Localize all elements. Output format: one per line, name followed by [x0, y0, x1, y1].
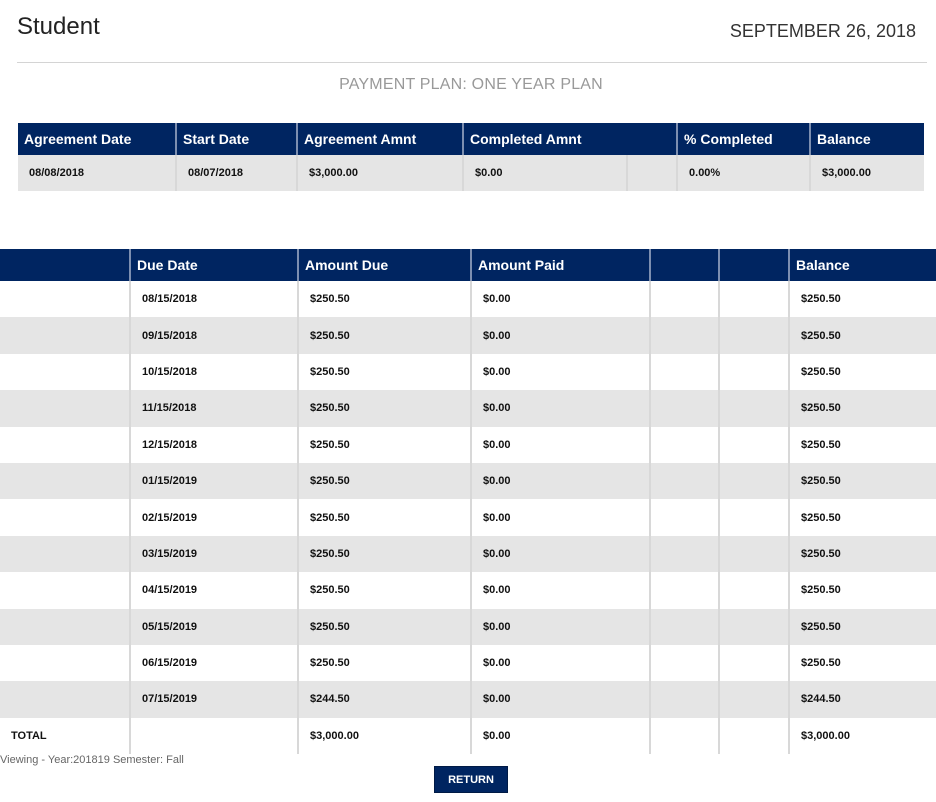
- amount-paid: $0.00: [471, 463, 650, 499]
- table-row: [0, 427, 936, 463]
- row-label: [0, 645, 130, 681]
- amount-paid: $0.00: [471, 317, 650, 353]
- col-empty-1: [650, 249, 719, 281]
- total-label: TOTAL: [0, 718, 130, 754]
- empty-cell: [650, 681, 719, 717]
- balance: $3,000.00: [810, 155, 924, 191]
- col-agreement-date: Agreement Date: [18, 123, 176, 155]
- agreement-summary-table: [18, 123, 924, 191]
- balance: $250.50: [789, 390, 936, 426]
- empty-cell: [650, 463, 719, 499]
- empty-cell: [719, 609, 789, 645]
- empty-cell: [719, 572, 789, 608]
- page-header: [17, 0, 927, 63]
- table-row: [0, 499, 936, 535]
- amount-paid: $0.00: [471, 609, 650, 645]
- empty-cell: [650, 499, 719, 535]
- schedule-header-row: [0, 249, 936, 281]
- balance: $250.50: [789, 427, 936, 463]
- row-label: [0, 609, 130, 645]
- due-date: 08/15/2018: [130, 281, 298, 317]
- payment-plan-title: PAYMENT PLAN: ONE YEAR PLAN: [339, 76, 603, 93]
- row-label: [0, 427, 130, 463]
- balance: $250.50: [789, 281, 936, 317]
- due-date: 09/15/2018: [130, 317, 298, 353]
- completed-amount: $0.00: [463, 155, 627, 191]
- due-date: 11/15/2018: [130, 390, 298, 426]
- col-balance: Balance: [789, 249, 936, 281]
- empty-cell: [719, 427, 789, 463]
- amount-paid: $0.00: [471, 281, 650, 317]
- row-label: [0, 536, 130, 572]
- total-amount-paid: $0.00: [471, 718, 650, 754]
- empty-cell: [719, 390, 789, 426]
- percent-completed: 0.00%: [677, 155, 810, 191]
- amount-due: $250.50: [298, 354, 471, 390]
- balance: $250.50: [789, 572, 936, 608]
- row-label: [0, 317, 130, 353]
- col-start-date: Start Date: [176, 123, 297, 155]
- empty-cell: [650, 645, 719, 681]
- due-date: 03/15/2019: [130, 536, 298, 572]
- row-label: [0, 390, 130, 426]
- empty-cell: [650, 536, 719, 572]
- total-balance: $3,000.00: [789, 718, 936, 754]
- amount-paid: $0.00: [471, 645, 650, 681]
- amount-due: $250.50: [298, 463, 471, 499]
- empty-cell: [719, 317, 789, 353]
- amount-paid: $0.00: [471, 354, 650, 390]
- amount-due: $250.50: [298, 536, 471, 572]
- current-date: SEPTEMBER 26, 2018: [729, 21, 916, 41]
- empty-cell: [719, 536, 789, 572]
- amount-due: $250.50: [298, 499, 471, 535]
- balance: $250.50: [789, 499, 936, 535]
- amount-paid: $0.00: [471, 499, 650, 535]
- row-label: [0, 354, 130, 390]
- empty-cell: [650, 390, 719, 426]
- empty-cell: [627, 155, 677, 191]
- balance: $250.50: [789, 317, 936, 353]
- balance: $250.50: [789, 645, 936, 681]
- amount-paid: $0.00: [471, 427, 650, 463]
- amount-due: $250.50: [298, 572, 471, 608]
- balance: $250.50: [789, 354, 936, 390]
- row-label: [0, 499, 130, 535]
- empty-cell: [650, 281, 719, 317]
- page-title: Student: [17, 13, 100, 40]
- row-label: [0, 572, 130, 608]
- empty-cell: [650, 317, 719, 353]
- total-empty-1: [650, 718, 719, 754]
- col-agreement-amnt: Agreement Amnt: [297, 123, 463, 155]
- empty-cell: [719, 499, 789, 535]
- row-label: [0, 681, 130, 717]
- empty-cell: [719, 681, 789, 717]
- total-amount-due: $3,000.00: [298, 718, 471, 754]
- amount-paid: $0.00: [471, 681, 650, 717]
- viewing-info: Viewing - Year:201819 Semester: Fall: [0, 754, 184, 766]
- balance: $244.50: [789, 681, 936, 717]
- amount-paid: $0.00: [471, 390, 650, 426]
- empty-cell: [719, 645, 789, 681]
- due-date: 07/15/2019: [130, 681, 298, 717]
- balance: $250.50: [789, 609, 936, 645]
- col-empty-2: [719, 249, 789, 281]
- start-date: 08/07/2018: [176, 155, 297, 191]
- col-amount-paid: Amount Paid: [471, 249, 650, 281]
- empty-cell: [719, 281, 789, 317]
- table-row: [0, 681, 936, 717]
- amount-due: $250.50: [298, 281, 471, 317]
- table-row: [0, 390, 936, 426]
- table-row: [0, 609, 936, 645]
- empty-cell: [719, 354, 789, 390]
- empty-cell: [719, 463, 789, 499]
- col-balance: Balance: [810, 123, 924, 155]
- row-label: [0, 463, 130, 499]
- amount-due: $250.50: [298, 427, 471, 463]
- due-date: 06/15/2019: [130, 645, 298, 681]
- amount-due: $250.50: [298, 317, 471, 353]
- empty-cell: [650, 572, 719, 608]
- total-row: [0, 718, 936, 754]
- empty-cell: [650, 609, 719, 645]
- table-row: [0, 317, 936, 353]
- balance: $250.50: [789, 463, 936, 499]
- return-button[interactable]: RETURN: [434, 766, 508, 793]
- total-due-date: [130, 718, 298, 754]
- agreement-date: 08/08/2018: [18, 155, 176, 191]
- due-date: 01/15/2019: [130, 463, 298, 499]
- col-label: [0, 249, 130, 281]
- summary-header-row: [18, 123, 924, 155]
- col-due-date: Due Date: [130, 249, 298, 281]
- total-empty-2: [719, 718, 789, 754]
- empty-cell: [650, 354, 719, 390]
- due-date: 05/15/2019: [130, 609, 298, 645]
- row-label: [0, 281, 130, 317]
- due-date: 12/15/2018: [130, 427, 298, 463]
- payment-schedule-table: [0, 249, 936, 754]
- amount-paid: $0.00: [471, 572, 650, 608]
- empty-cell: [650, 427, 719, 463]
- summary-row: [18, 155, 924, 191]
- col-amount-due: Amount Due: [298, 249, 471, 281]
- table-row: [0, 572, 936, 608]
- due-date: 02/15/2019: [130, 499, 298, 535]
- table-row: [0, 463, 936, 499]
- amount-paid: $0.00: [471, 536, 650, 572]
- amount-due: $250.50: [298, 609, 471, 645]
- due-date: 10/15/2018: [130, 354, 298, 390]
- table-row: [0, 645, 936, 681]
- due-date: 04/15/2019: [130, 572, 298, 608]
- amount-due: $244.50: [298, 681, 471, 717]
- balance: $250.50: [789, 536, 936, 572]
- col-completed-amnt: Completed Amnt: [463, 123, 677, 155]
- table-row: [0, 536, 936, 572]
- agreement-amount: $3,000.00: [297, 155, 463, 191]
- table-row: [0, 354, 936, 390]
- table-row: [0, 281, 936, 317]
- col-percent-completed: % Completed: [677, 123, 810, 155]
- amount-due: $250.50: [298, 645, 471, 681]
- amount-due: $250.50: [298, 390, 471, 426]
